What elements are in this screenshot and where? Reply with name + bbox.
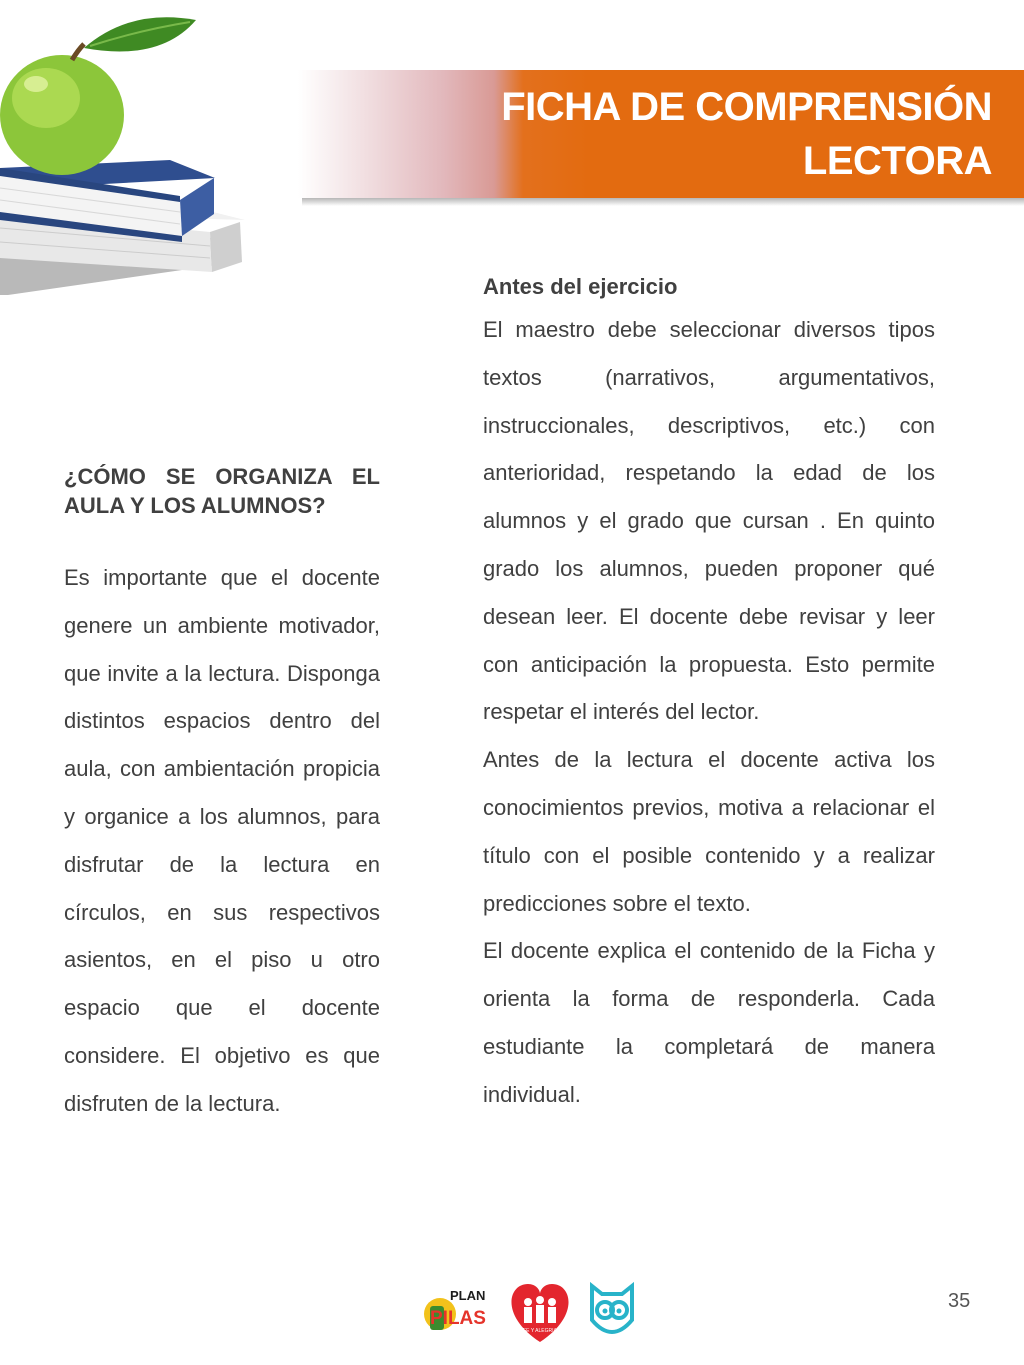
footer-logos [420, 1276, 660, 1346]
page-number: 35 [948, 1290, 971, 1312]
page-title [432, 80, 992, 188]
organization-paragraph: Es importante que el docente genere un ambiente motivador, que invite a la lectura. Disponga distintos espacios dentro del aula, con ambientación propicia y organice a los alumnos, para disfrutar de la lectura en círculos, en sus respectivos asientos, en el piso u otro espacio que el docente considere. El objetivo es que disfruten de la lectura. [64, 565, 380, 1116]
heart-logo-caption: FE Y ALEGRIA [523, 1328, 557, 1334]
before-exercise-paragraph-2: Antes de la lectura el docente activa los conocimientos previos, motiva a relacionar el título con el posible contenido y a realizar predicciones sobre el texto. [483, 747, 935, 916]
owl-logo [592, 1286, 632, 1332]
before-exercise-paragraph-1: El maestro debe seleccionar diversos tipos textos (narrativos, argumentativos, instruccionales, descriptivos, etc.) con anterioridad, respetando la edad de los alumnos y el grado que cursan . En quinto grado los alumnos, pueden proponer qué desean leer. El docente debe revisar y leer con anticipación la propuesta. Esto permite respetar el interés del lector. [483, 317, 935, 725]
plan-pilas-logo [424, 1288, 486, 1330]
title-banner [298, 70, 1024, 198]
plan-logo-bottom-text: PILAS [430, 1308, 486, 1329]
title-line-2: LECTORA [802, 139, 992, 183]
plan-logo-top-text: PLAN [450, 1288, 486, 1303]
section-heading-organization: ¿CÓMO SE ORGANIZA EL AULA Y LOS ALUMNOS? [64, 464, 380, 518]
title-line-1: FICHA DE COMPRENSIÓN [501, 85, 992, 129]
left-column [64, 462, 380, 1128]
before-exercise-paragraph-3: El docente explica el contenido de la Ficha y orienta la forma de responderla. Cada estudiante la completará de manera individual. [483, 938, 935, 1107]
apple-books-illustration [0, 0, 260, 310]
fe-y-alegria-heart-logo [511, 1284, 568, 1342]
right-column [483, 268, 935, 1119]
section-heading-before-exercise: Antes del ejercicio [483, 274, 678, 299]
